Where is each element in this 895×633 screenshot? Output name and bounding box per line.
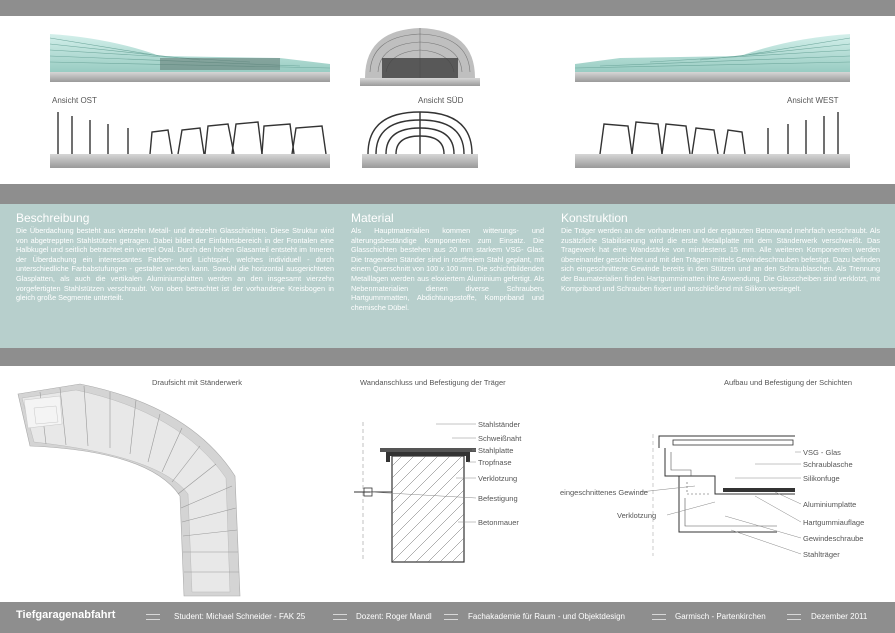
beschreibung-title: Beschreibung	[16, 211, 90, 225]
south-elevation-render	[360, 28, 480, 86]
footer-place: Garmisch - Partenkirchen	[675, 612, 766, 621]
layer-label-gewindeschraube: Gewindeschraube	[803, 534, 864, 543]
material-text: Als Hauptmaterialien kommen witterungs- und alterungsbeständige Komponenten zum Einsatz. Die Glasschichten bestehen aus 20 mm starkem VSG- Glas. Die tragenden Ständer sind in rostfreiem Stahl geplant, mit einem Querschnitt von 100 x 100 mm. Die schichtbildenden Metalllagen werden aus eloxiertem Aluminium gefertigt. Als Nebenmaterialien dienen diverse Schrauben, Hartgummmatten, Abdichtungsstoffe, Kompriband und chemische Dübel.	[351, 226, 544, 312]
east-elevation-structure	[58, 112, 326, 154]
wall-label-verklotzung: Verklotzung	[478, 474, 518, 483]
material-title: Material	[351, 211, 394, 225]
footer-dozent: Dozent: Roger Mandl	[356, 612, 432, 621]
wall-label-stahlstaender: Stahlständer	[478, 420, 521, 429]
footer-separator	[652, 614, 666, 620]
layer-label-verklotzung: Verklotzung	[617, 511, 657, 520]
footer-separator	[787, 614, 801, 620]
plan-view-drawing	[0, 366, 320, 602]
konstruktion-title: Konstruktion	[561, 211, 628, 225]
divider-band-top	[0, 184, 895, 204]
wall-detail-title: Wandanschluss und Befestigung der Träger	[360, 378, 506, 387]
wall-label-tropfnase: Tropfnase	[478, 458, 512, 467]
east-elevation-render	[50, 34, 330, 82]
layer-label-schraublasche: Schraublasche	[803, 460, 853, 469]
south-elevation-structure	[368, 112, 472, 154]
beschreibung-text: Die Überdachung besteht aus vierzehn Metall- und dreizehn Glasschichten. Diese Struktur wird von abgetreppten Stahlstützen getragen. Dabei bildet der Einfahrtsbereich in der Frontalen eine Halbkugel und seitlich betrachtet ein viertel Oval. Durch den hohen Glasanteil entsteht im Inneren der Überdachung ein interessantes Farben- und Lichtspiel, welches individuell - durch unterschiedliche Farbabstufungen - gestaltet werden kann. Sowohl die horizontal ausgerichteten Glasplatten, als auch die vertikalen Aluminiumplatten werden an den insgesamt vierzehn vorgefertigten Stahlstützen verschraubt. Von oben betrachtet ist der vorhandene Kreisbogen in gleich große Segmente unterteilt.	[16, 226, 334, 303]
west-elevation-render	[575, 34, 850, 82]
layer-label-vsg-glas: VSG - Glas	[803, 448, 841, 457]
layer-label-stahltraeger: Stahlträger	[803, 550, 840, 559]
footer-title: Tiefgaragenabfahrt	[16, 609, 116, 621]
wall-label-schweissnaht: Schweißnaht	[478, 434, 522, 443]
view-label-west: Ansicht WEST	[787, 96, 839, 105]
view-label-east: Ansicht OST	[52, 96, 97, 105]
konstruktion-text: Die Träger werden an der vorhandenen und der ergänzten Betonwand mehrfach verschraubt. Als zusätzliche Stabilisierung wird die erste Metallplatte mit dem Ständerwerk verschweißt. Das Tragewerk hat eine Wandstärke von mindestens 15 mm. Alle weiteren Komponenten werden übereinander geschichtet und mit den Trägern mittels Gewindeschrauben befestigt. Dazu befinden sich eingeschnittene Gewinde bereits in den Stützen und an den Schraublaschen. Als Trennung der Baumaterialien finden Hartgummimatten ihre Anwendung. Die Glasscheiben sind verklotzt, mit Kompriband und Schrauben fixiert und anschließend mit Silikon versiegelt.	[561, 226, 880, 293]
footer-date: Dezember 2011	[811, 612, 868, 621]
column-material	[351, 211, 544, 312]
layers-detail-title: Aufbau und Befestigung der Schichten	[724, 378, 853, 387]
column-konstruktion	[561, 211, 880, 293]
plan-title: Draufsicht mit Ständerwerk	[152, 378, 243, 387]
footer-student: Student: Michael Schneider - FAK 25	[174, 612, 306, 621]
wall-label-betonmauer: Betonmauer	[478, 518, 519, 527]
footer-separator	[333, 614, 347, 620]
layer-label-hartgummiauflage: Hartgummiauflage	[803, 518, 865, 527]
layers-detail-drawing	[555, 366, 895, 602]
wall-label-befestigung: Befestigung	[478, 494, 518, 503]
wall-label-stahlplatte: Stahlplatte	[478, 446, 514, 455]
footer-school: Fachakademie für Raum - und Objektdesign	[468, 612, 625, 621]
wall-detail-drawing	[340, 366, 550, 602]
layer-label-aluminiumplatte: Aluminiumplatte	[803, 500, 857, 509]
layer-label-silikonfuge: Silikonfuge	[803, 474, 840, 483]
top-bar	[0, 0, 895, 16]
footer-separator	[146, 614, 160, 620]
divider-band-bottom	[0, 348, 895, 366]
column-beschreibung	[16, 211, 334, 303]
view-label-south: Ansicht SÜD	[418, 96, 464, 105]
layer-label-gewinde: eingeschnittenes Gewinde	[560, 488, 648, 497]
footer-separator	[444, 614, 458, 620]
west-elevation-structure	[600, 112, 838, 154]
